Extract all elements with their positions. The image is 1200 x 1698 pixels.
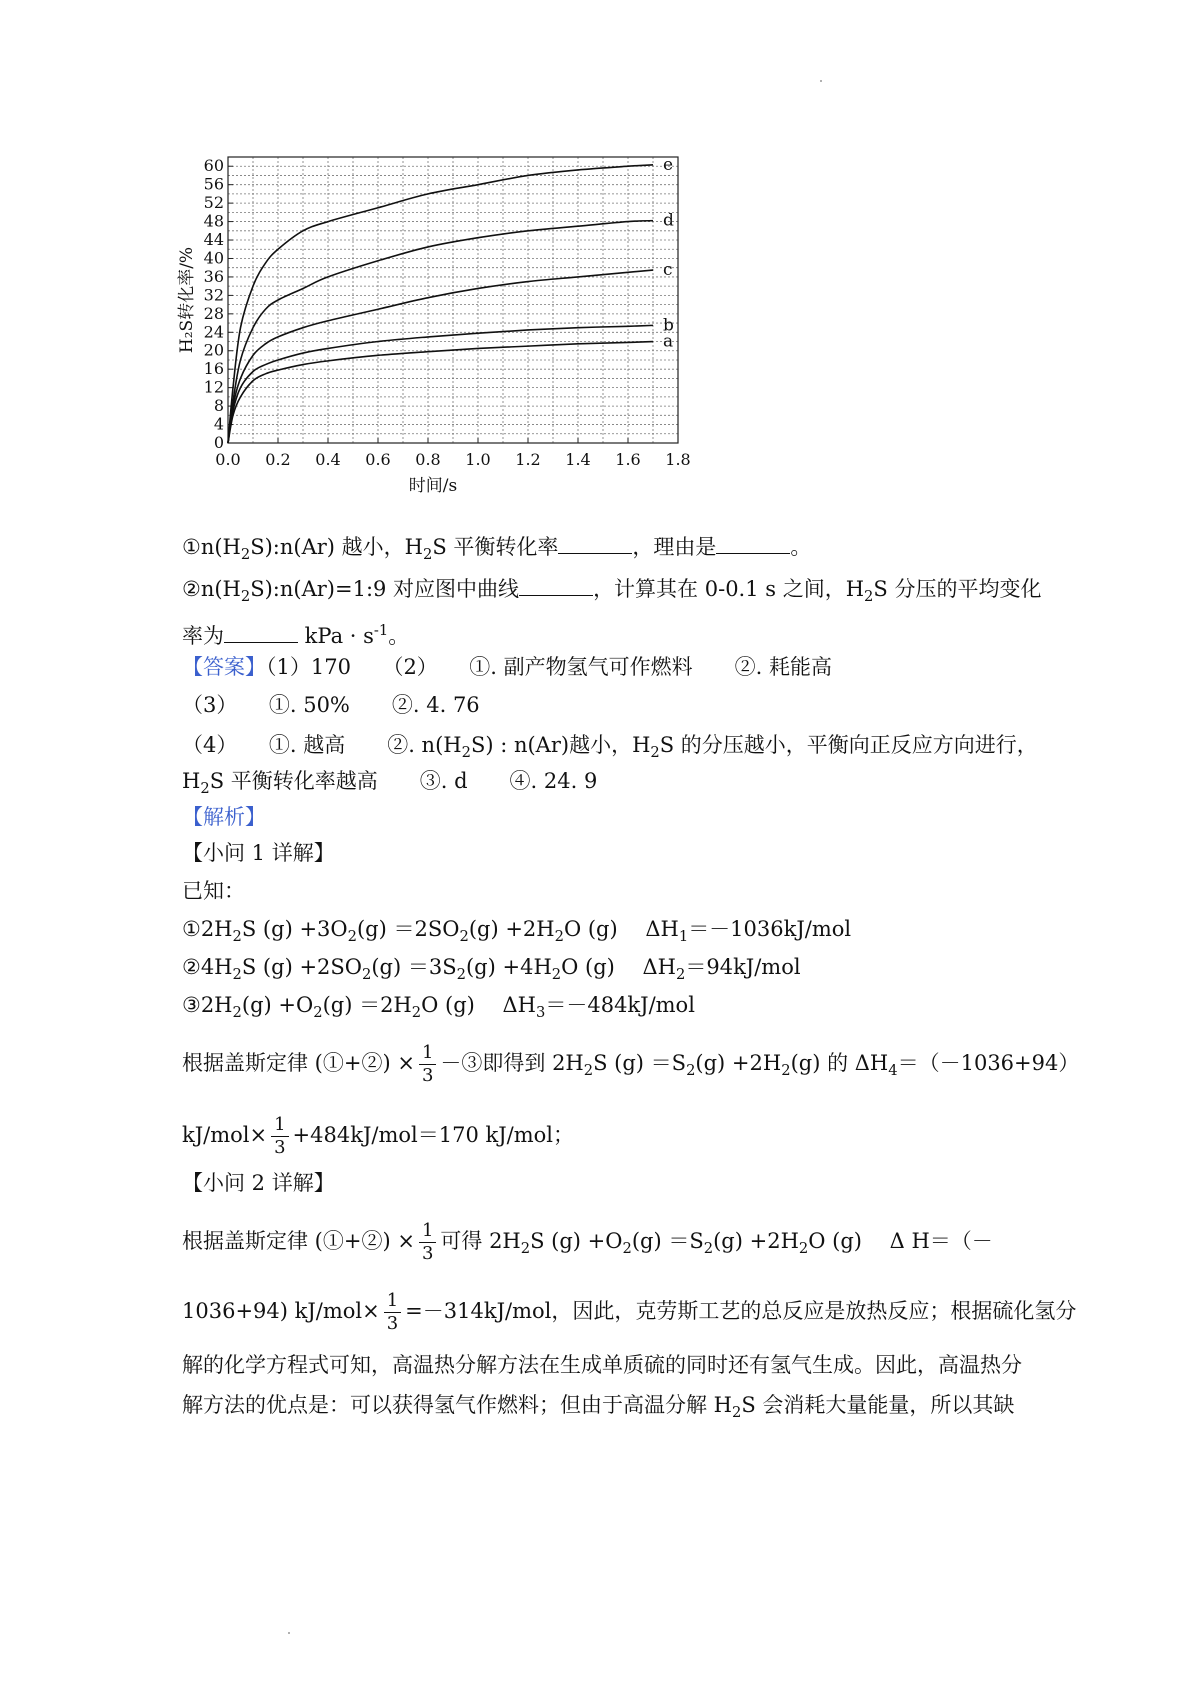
answer-line-4: $H_2S$ 平衡转化率越高 ③. d ④. 24. 9 <box>182 769 598 798</box>
subquestion-2-heading: 【小问 2 详解】 <box>182 1171 335 1195</box>
y-tick-label: 12 <box>203 377 224 397</box>
fraction: $\frac{1}{3}$ <box>384 1290 401 1335</box>
question-2: $②n(H_2S):n(Ar)=1:9$ 对应图中曲线 ，计算其在 0-0.1 s 之间，$H_2S$ 分压的平均变化 <box>182 577 1042 606</box>
y-axis-label: H₂S转化率/% <box>177 246 197 354</box>
answer-line-1: 【答案】（1）170 （2） ①. 副产物氢气可作燃料 ②. 耗能高 <box>182 655 833 679</box>
y-tick-label: 36 <box>203 266 224 286</box>
hess-line-2: kJ/mol× $\frac{1}{3}$ +484kJ/mol＝170 kJ/mol； <box>182 1114 574 1158</box>
x-tick-label: 0.8 <box>415 450 441 469</box>
hess-line-1: 根据盖斯定律 (①+②) × $\frac{1}{3}$ －③即得到 $2H_2S$ $(g) =S_2(g) +2H_2(g)$ 的 $\Delta H_4=(-1036+94)$ <box>182 1042 1080 1086</box>
known-label: 已知： <box>182 879 245 903</box>
x-tick-label: 0.4 <box>315 450 341 469</box>
x-tick-label: 1.2 <box>515 450 541 469</box>
y-tick-label: 16 <box>203 359 224 379</box>
answer-line-2: （3） ①. 50% ②. 4. 76 <box>182 693 480 717</box>
equation-2: $②4H_2S$ $(g) +2SO_2(g) =3S_2(g) +4H_2O$ (g) $\Delta H_2=94kJ$/mol <box>182 955 801 984</box>
hess-line-3: 根据盖斯定律 (①+②) × $\frac{1}{3}$ 可得 $2H_2S$ $(g) +O_2(g) =S_2(g) +2H_2O$ (g) Δ H＝（－ <box>182 1220 993 1264</box>
conversion-chart <box>177 140 760 560</box>
series-label-d: d <box>663 210 674 231</box>
x-axis-label: 时间/s <box>408 476 458 496</box>
fraction: $\frac{1}{3}$ <box>419 1042 436 1087</box>
x-tick-label: 0.6 <box>365 450 391 469</box>
scan-dot <box>288 1632 290 1634</box>
y-tick-label: 40 <box>203 248 224 268</box>
answer-tag: 【答案】 <box>182 655 266 679</box>
y-tick-label: 60 <box>203 156 224 176</box>
x-tick-label: 1.8 <box>665 450 691 469</box>
paragraph-line-6: 解方法的优点是：可以获得氢气作燃料；但由于高温分解 $H_2S$ 会消耗大量能量，所以其缺 <box>182 1393 1015 1422</box>
x-tick-label: 0.0 <box>215 450 241 469</box>
question-2-cont: 率为 kPa · $s^{-1}$。 <box>182 622 410 648</box>
y-tick-label: 32 <box>203 285 224 305</box>
answer-blank[interactable] <box>716 535 790 554</box>
y-tick-label: 4 <box>213 414 224 434</box>
y-tick-label: 56 <box>203 174 224 194</box>
y-tick-label: 8 <box>213 396 224 416</box>
series-label-b: b <box>663 315 674 336</box>
y-tick-label: 20 <box>203 340 224 360</box>
analysis-tag: 【解析】 <box>182 805 266 829</box>
y-tick-label: 48 <box>203 211 224 231</box>
fraction: $\frac{1}{3}$ <box>419 1220 436 1265</box>
answer-blank[interactable] <box>519 577 593 596</box>
equation-3: $③2H_2(g) +O_2(g) =2H_2O$ (g) $\Delta H_3=-484kJ$/mol <box>182 993 695 1022</box>
subquestion-1-heading: 【小问 1 详解】 <box>182 841 335 865</box>
fraction: $\frac{1}{3}$ <box>271 1114 288 1159</box>
series-label-a: a <box>663 331 674 352</box>
y-tick-label: 0 <box>213 433 224 452</box>
scan-dot <box>820 80 822 82</box>
hess-line-4: 1036+94) kJ/mol× $\frac{1}{3}$ =－314kJ/mol，因此，克劳斯工艺的总反应是放热反应；根据硫化氢分 <box>182 1290 1077 1334</box>
plot-frame <box>228 154 678 443</box>
series-label-c: c <box>663 260 673 281</box>
paragraph-line-5: 解的化学方程式可知，高温热分解方法在生成单质硫的同时还有氢气生成。因此，高温热分 <box>182 1353 1022 1377</box>
answer-line-3: （4） ①. 越高 ②. $n(H_2S)$ : n(Ar)越小，$H_2S$ 的分压越小，平衡向正反应方向进行， <box>182 733 1038 762</box>
y-tick-label: 44 <box>203 230 224 250</box>
x-tick-label: 0.2 <box>265 450 291 469</box>
series-label-e: e <box>663 154 674 175</box>
chart-svg <box>177 140 760 560</box>
y-tick-label: 52 <box>203 193 224 213</box>
x-tick-label: 1.4 <box>565 450 591 469</box>
x-tick-label: 1.0 <box>465 450 491 469</box>
question-1: $①n(H_2S):n(Ar)$ 越小，$H_2S$ 平衡转化率 ，理由是 。 <box>182 535 812 564</box>
answer-blank[interactable] <box>558 535 632 554</box>
series-line-e <box>228 165 653 443</box>
answer-blank[interactable] <box>224 624 298 643</box>
y-tick-label: 28 <box>203 303 224 323</box>
x-tick-label: 1.6 <box>615 450 641 469</box>
equation-1: $①2H_2S$ $(g) +3O_2(g) =2SO_2(g) +2H_2O$ (g) $\Delta H_1=-1036kJ$/mol <box>182 917 852 946</box>
y-tick-label: 24 <box>203 322 224 342</box>
